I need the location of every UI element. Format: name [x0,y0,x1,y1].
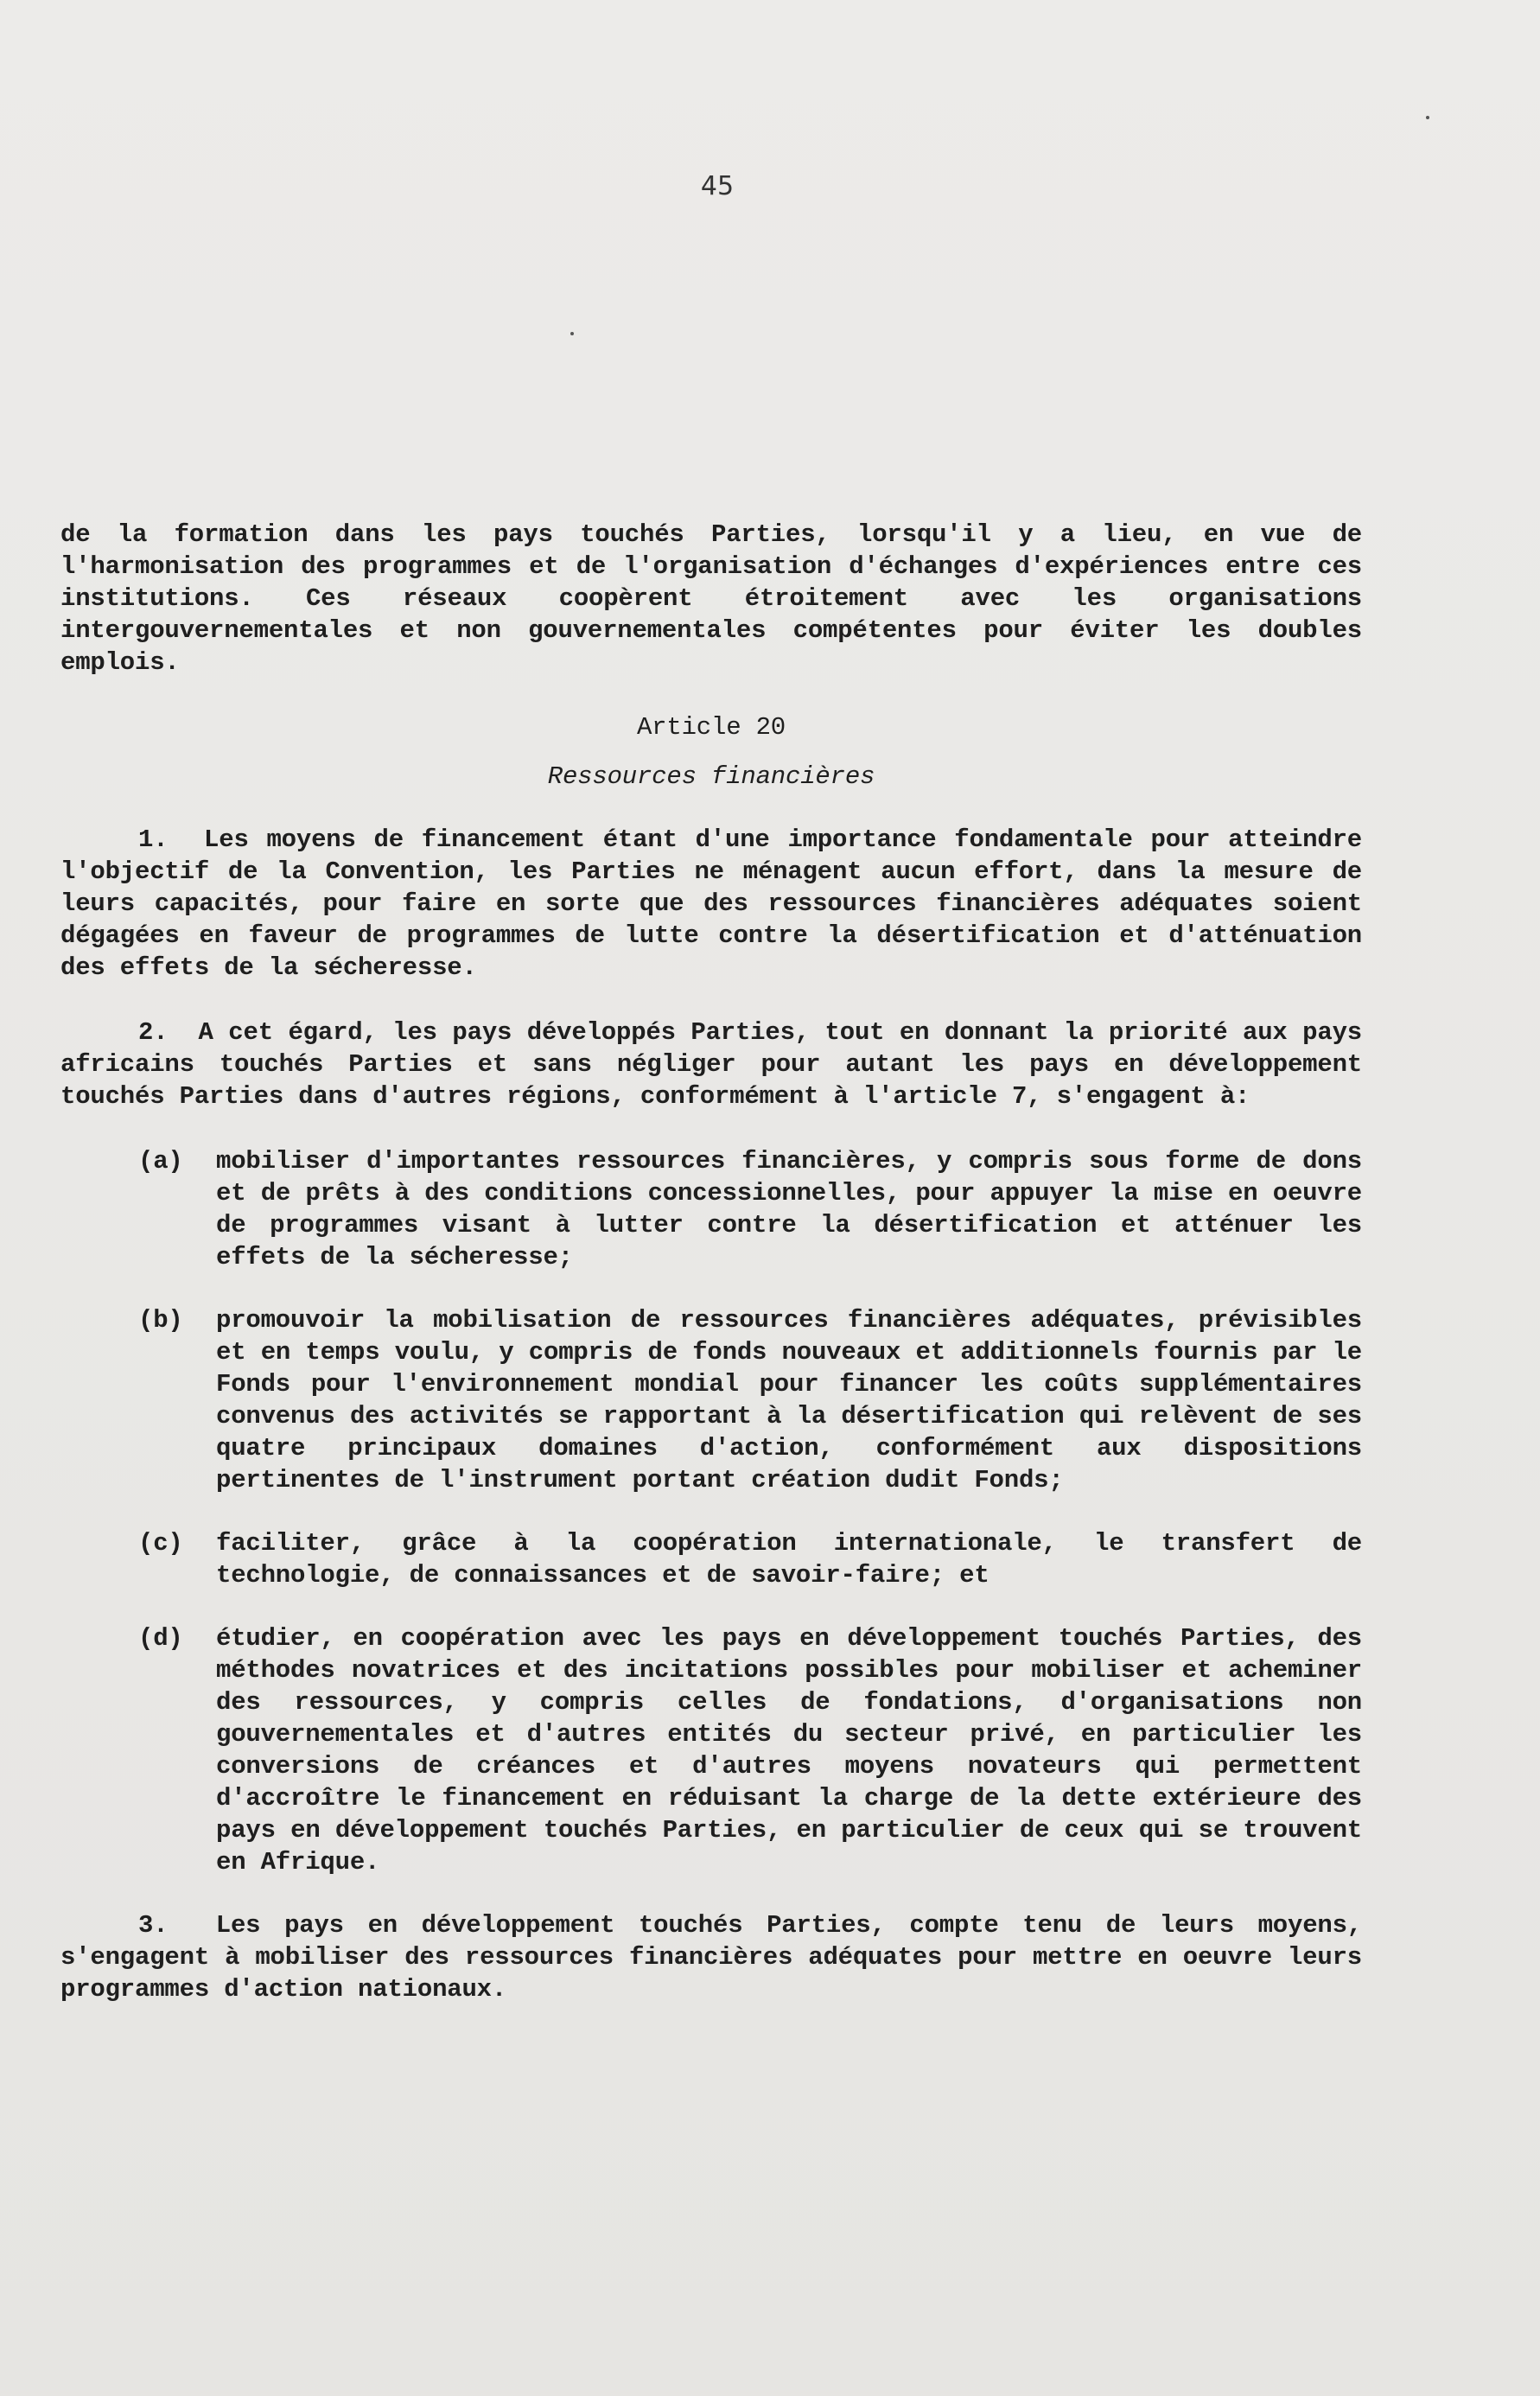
paragraph-text: Les pays en développement touchés Parties, compte tenu de leurs moyens, s'engagent à mobiliser des ressources financières adéquates pour mettre en oeuvre leurs programmes d'action nationaux. [60,1911,1363,2004]
list-item-text: mobiliser d'importantes ressources financières, y compris sous forme de dons et de prêts à des conditions concessionnelles, pour appuyer la mise en oeuvre de programmes visant à lutter contre la désertification et atténuer les effets de la sécheresse; [216,1147,1362,1271]
continuation-paragraph: de la formation dans les pays touchés Parties, lorsqu'il y a lieu, en vue de l'harmonisation des programmes et de l'organisation d'échanges d'expériences entre ces institutions. Ces réseaux coopèrent étroitement avec les organisations intergouvernementales et non gouvernementales compétentes pour éviter les doubles emplois. [60,520,1362,677]
list-item-label: (a) [138,1147,183,1176]
list-item-text: faciliter, grâce à la coopération internationale, le transfert de technologie, de connaissances et de savoir-faire; et [216,1529,1362,1590]
list-item-text: promouvoir la mobilisation de ressources financières adéquates, prévisibles et en temps voulu, y compris de fonds nouveaux et additionnels fournis par le Fonds pour l'environnement mondial pour financer les coûts supplémentaires convenus des activités se rapportant à la désertification qui relèvent de ses quatre principaux domaines d'action, conformément aux dispositions pertinentes de l'instrument portant création dudit Fonds; [216,1306,1362,1494]
list-item-b [138,1304,1362,1496]
paragraph-number: 3. [138,1911,169,1940]
list-item-label: (c) [138,1529,183,1558]
paragraph-2 [60,1016,1362,1112]
speck [1426,116,1429,119]
list-item-text: étudier, en coopération avec les pays en développement touchés Parties, des méthodes novatrices et des incitations possibles pour mobiliser et acheminer des ressources, y compris celles de fondations, d'organisations non gouvernementales et d'autres entités du secteur privé, en particulier les conversions de créances et d'autres moyens novateurs qui permettent d'accroître le financement en réduisant la charge de la dette extérieure des pays en développement touchés Parties, en particulier de ceux qui se trouvent en Afrique. [216,1624,1362,1877]
paragraph-text: A cet égard, les pays développés Parties, tout en donnant la priorité aux pays africains touchés Parties et sans négliger pour autant les pays en développement touchés Parties dans d'autres régions, conformément à l'article 7, s'engagent à: [60,1018,1362,1111]
list-item-c [138,1527,1362,1591]
list-item-d [138,1622,1362,1878]
paragraph-number: 2. [138,1018,169,1047]
speck [570,332,574,335]
paragraph-text: Les moyens de financement étant d'une importance fondamentale pour atteindre l'objectif de la Convention, les Parties ne ménagent aucun effort, dans la mesure de leurs capacités, pour faire en sorte que des ressources financières adéquates soient dégagées en faveur de programmes de lutte contre la désertification et d'atténuation des effets de la sécheresse. [60,825,1362,982]
list-item-label: (b) [138,1306,183,1335]
document-body [60,519,1362,2038]
page-number: 45 [700,171,735,201]
article-title: Article 20 [636,713,786,742]
article-subtitle: Ressources financières [547,762,875,791]
paragraph-3 [60,1909,1362,2005]
list-item-label: (d) [138,1624,183,1653]
paragraph-1 [60,824,1362,984]
paragraph-number: 1. [138,825,169,854]
list-item-a [138,1145,1362,1273]
